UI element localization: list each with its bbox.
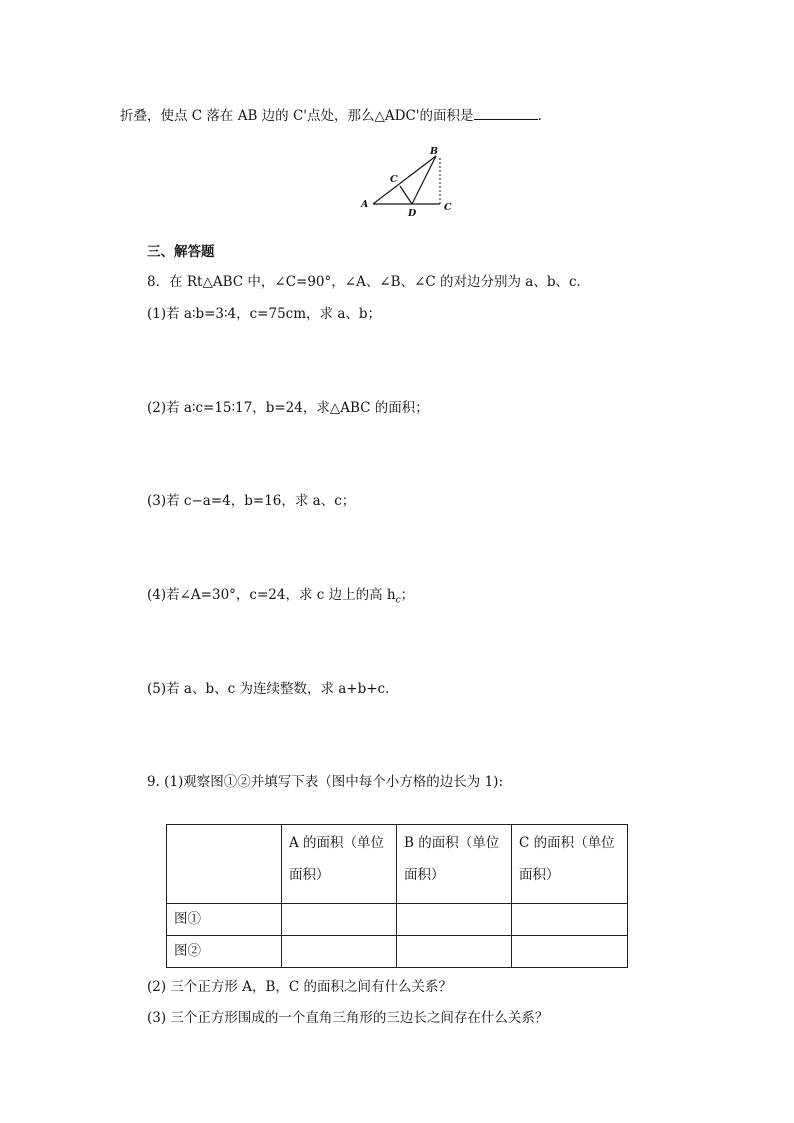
label-c: C [444,202,452,213]
q8-part2: (2)若 a∶c=15∶17，b=24，求△ABC 的面积； [147,400,429,416]
table-cell-b[interactable] [397,936,512,968]
folded-triangle-figure [355,143,455,221]
q8-part4 [147,583,414,606]
q9-part2: (2) 三个正方形 A，B，C 的面积之间有什么关系？ [147,979,452,995]
q9-stem: 9. (1)观察图①②并填写下表（图中每个小方格的边长为 1): [147,774,503,790]
area-table [166,824,628,968]
label-a: A [361,199,369,210]
q8-part4-end: ； [400,587,415,603]
q8-part3: (3)若 c−a=4，b=16，求 a、c； [147,493,356,509]
edge-ab [373,156,436,204]
edge-cprime-d [400,186,412,204]
table-header-a: A 的面积（单位 面积） [282,825,397,904]
table-row [167,904,628,936]
table-header-row [167,825,628,904]
q9-part3: (3) 三个正方形围成的一个直角三角形的三边长之间存在什么关系？ [147,1010,549,1026]
q7-text: 折叠，使点 C 落在 AB 边的 C'点处，那么△ADC'的面积是 [120,108,474,124]
table-row-label: 图② [167,936,282,968]
q8-part4-subscript: c [395,595,401,606]
table-row [167,936,628,968]
table-cell-c[interactable] [512,936,628,968]
answer-blank[interactable] [474,106,538,120]
table-cell-a[interactable] [282,936,397,968]
q8-part1: (1)若 a∶b=3∶4，c=75cm，求 a、b； [147,306,382,322]
label-b: B [430,146,439,157]
table-header-c: C 的面积（单位 面积） [512,825,628,904]
q7-continuation [120,104,542,124]
label-c-prime: C [390,174,398,185]
table-cell-c[interactable] [512,904,628,936]
table-header-b: B 的面积（单位 面积） [397,825,512,904]
label-d: D [408,208,417,219]
table-row-label: 图① [167,904,282,936]
table-header-empty [167,825,282,904]
table-cell-a[interactable] [282,904,397,936]
q8-part5: (5)若 a、b、c 为连续整数，求 a+b+c． [147,681,399,697]
table-cell-b[interactable] [397,904,512,936]
section-title: 三、解答题 [147,244,215,260]
q7-end: . [537,108,542,124]
q8-part4-text: (4)若∠A=30°，c=24，求 c 边上的高 h [147,587,396,603]
edge-bd [412,156,436,204]
q8-stem: 8．在 Rt△ABC 中，∠C=90°，∠A、∠B、∠C 的对边分别为 a、b、c． [147,274,591,290]
